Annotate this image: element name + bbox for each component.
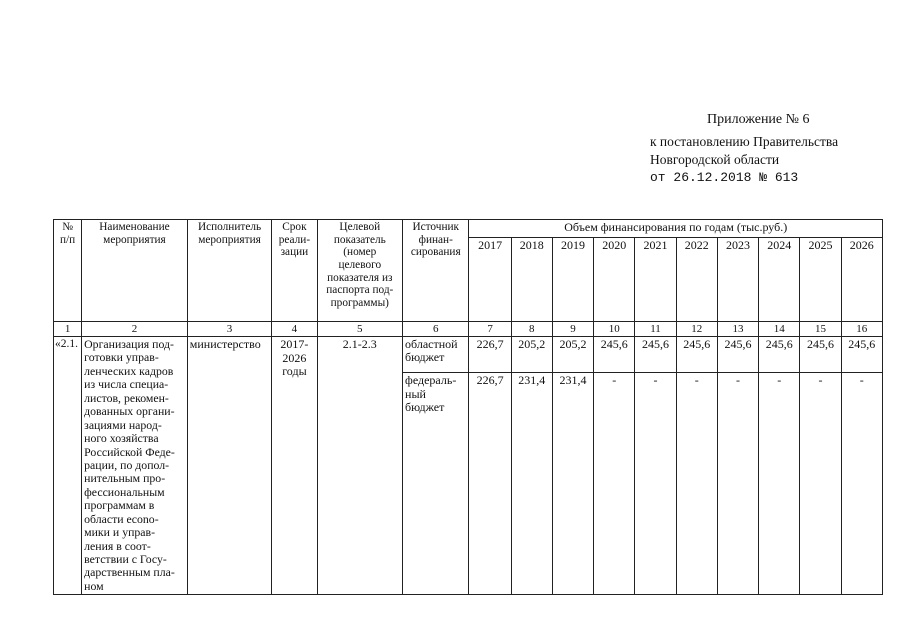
decree-date-number: от 26.12.2018 № 613 [650, 170, 799, 185]
value-cell: 226,7 [469, 373, 511, 595]
value-cell: - [635, 373, 676, 595]
col-number: 13 [717, 322, 758, 337]
decree-line-2: Новгородской области [650, 152, 780, 167]
col-number: 15 [800, 322, 841, 337]
year-2026: 2026 [841, 238, 882, 322]
col-number: 7 [469, 322, 511, 337]
value-cell: 245,6 [635, 337, 676, 373]
value-cell: - [676, 373, 717, 595]
value-cell: - [759, 373, 800, 595]
year-2018: 2018 [511, 238, 552, 322]
col-header-executor-text: Исполнитель мероприятия [197, 221, 262, 246]
value-cell: - [800, 373, 841, 595]
decree-line-1: к постановлению Правительства [650, 134, 839, 149]
col-number: 4 [272, 322, 317, 337]
value-cell: 205,2 [552, 337, 593, 373]
col-number: 12 [676, 322, 717, 337]
executor: министерство [187, 337, 272, 595]
value-cell: 245,6 [800, 337, 841, 373]
col-number: 11 [635, 322, 676, 337]
col-header-funding: Объем финансирования по годам (тыс.руб.) [469, 220, 883, 238]
col-number: 5 [317, 322, 403, 337]
year-2017: 2017 [469, 238, 511, 322]
term-text: 2017- 2026 годы [280, 337, 309, 379]
term [272, 337, 317, 595]
col-number: 16 [841, 322, 882, 337]
col-header-indicator [317, 220, 403, 322]
year-2022: 2022 [676, 238, 717, 322]
col-number: 10 [594, 322, 635, 337]
col-number: 6 [403, 322, 469, 337]
col-number: 2 [82, 322, 188, 337]
col-number: 8 [511, 322, 552, 337]
source-regional-text: областной бюджет [405, 337, 458, 365]
source-regional [403, 337, 469, 373]
row-number: «2.1. [54, 337, 82, 595]
measure-name [82, 337, 188, 595]
value-cell: - [717, 373, 758, 595]
value-cell: 231,4 [552, 373, 593, 595]
value-cell: - [594, 373, 635, 595]
year-2020: 2020 [594, 238, 635, 322]
col-header-name [82, 220, 188, 322]
value-cell: 205,2 [511, 337, 552, 373]
source-federal [403, 373, 469, 595]
col-number: 14 [759, 322, 800, 337]
value-cell: 245,6 [759, 337, 800, 373]
col-number: 9 [552, 322, 593, 337]
year-2021: 2021 [635, 238, 676, 322]
value-cell: 245,6 [717, 337, 758, 373]
col-header-term-text: Срок реали- зации [278, 221, 311, 259]
col-header-source [403, 220, 469, 322]
table-row [54, 337, 883, 373]
col-number: 1 [54, 322, 82, 337]
value-cell: - [841, 373, 882, 595]
col-header-executor [187, 220, 272, 322]
col-number: 3 [187, 322, 272, 337]
value-cell: 231,4 [511, 373, 552, 595]
col-header-num [54, 220, 82, 322]
year-2025: 2025 [800, 238, 841, 322]
col-header-indicator-text: Целевой показатель (номер целевого показателя из паспорта под- программы) [326, 221, 394, 309]
col-header-term [272, 220, 317, 322]
year-2023: 2023 [717, 238, 758, 322]
source-federal-text: федераль- ный бюджет [405, 373, 457, 415]
value-cell: 245,6 [676, 337, 717, 373]
col-header-num-text: № п/п [59, 221, 76, 246]
indicator: 2.1-2.3 [317, 337, 403, 595]
appendix-title: Приложение № 6 [707, 112, 810, 127]
value-cell: 245,6 [841, 337, 882, 373]
year-2019: 2019 [552, 238, 593, 322]
value-cell: 245,6 [594, 337, 635, 373]
measure-name-text: Организация под- готовки управ- ленческих кадров из числа специа- листов, рекомен- дованных органи- зациями народ- ного хозяйства Российской Феде- рации, по допол- нительным про- фессиональным программам в области econo- мики и управ- ления в соот- ветствии с Госу- дарственным пла- ном [84, 337, 175, 593]
year-2024: 2024 [759, 238, 800, 322]
col-header-name-text: Наименование мероприятия [99, 221, 170, 246]
value-cell: 226,7 [469, 337, 511, 373]
col-header-source-text: Источник финан- сирования [410, 221, 461, 259]
funding-table [53, 219, 883, 595]
